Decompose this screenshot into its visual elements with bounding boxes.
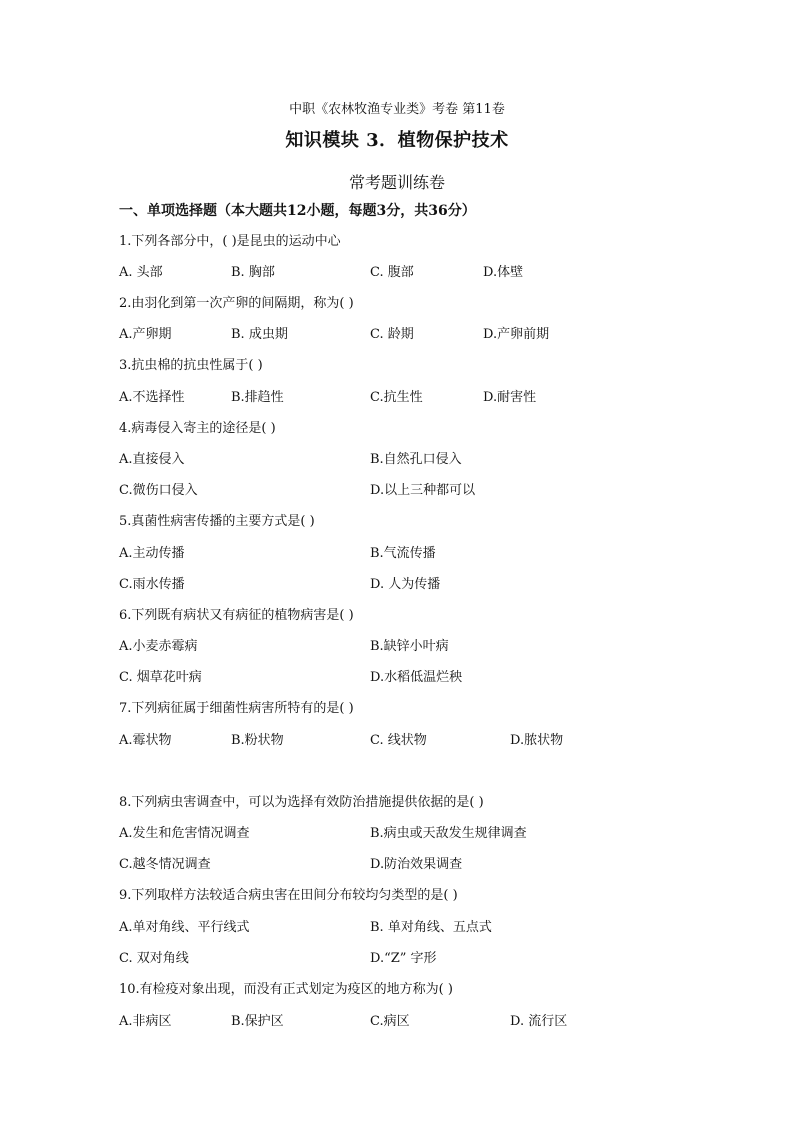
question-10-option-a: A.非病区: [119, 1014, 172, 1029]
question-7-option-a: A.霉状物: [119, 733, 172, 748]
question-2-option-b: B. 成虫期: [231, 327, 288, 342]
question-8-stem: 8.下列病虫害调查中，可以为选择有效防治措施提供依据的是( ): [119, 795, 484, 810]
question-8-option-d: D.防治效果调查: [370, 857, 463, 872]
exam-header: 中职《农林牧渔专业类》考卷 第11卷: [289, 102, 505, 117]
question-3-option-c: C.抗生性: [370, 390, 423, 405]
section-heading: 一、单项选择题（本大题共12小题，每题3分，共36分）: [119, 203, 476, 219]
question-4-option-c: C.微伤口侵入: [119, 483, 198, 498]
question-9-option-d: D.“Z” 字形: [370, 951, 437, 966]
question-1-option-a: A. 头部: [119, 265, 163, 280]
question-7-option-c: C. 线状物: [370, 733, 427, 748]
question-5-option-d: D. 人为传播: [370, 577, 441, 592]
page-title: 知识模块 3．植物保护技术: [285, 130, 509, 151]
question-1-option-b: B. 胸部: [231, 265, 275, 280]
question-2-option-d: D.产卵前期: [483, 327, 550, 342]
question-7-option-d: D.脓状物: [510, 733, 564, 748]
question-6-option-b: B.缺锌小叶病: [370, 639, 449, 654]
question-3-option-d: D.耐害性: [483, 390, 537, 405]
question-6-option-a: A.小麦赤霉病: [119, 639, 198, 654]
question-2-stem: 2.由羽化到第一次产卵的间隔期，称为( ): [119, 296, 354, 311]
question-1-option-d: D.体壁: [483, 265, 524, 280]
question-6-option-d: D.水稻低温烂秧: [370, 670, 463, 685]
question-10-stem: 10.有检疫对象出现，而没有正式划定为疫区的地方称为( ): [119, 982, 453, 997]
question-5-stem: 5.真菌性病害传播的主要方式是( ): [119, 514, 315, 529]
question-4-option-b: B.自然孔口侵入: [370, 452, 462, 467]
question-5-option-a: A.主动传播: [119, 546, 185, 561]
question-2-option-a: A.产卵期: [119, 327, 172, 342]
question-8-option-a: A.发生和危害情况调查: [119, 826, 250, 841]
question-10-option-b: B.保护区: [231, 1014, 284, 1029]
question-6-stem: 6.下列既有病状又有病征的植物病害是( ): [119, 608, 354, 623]
question-7-stem: 7.下列病征属于细菌性病害所特有的是( ): [119, 701, 354, 716]
question-4-option-a: A.直接侵入: [119, 452, 185, 467]
question-9-option-a: A.单对角线、平行线式: [119, 920, 250, 935]
question-9-stem: 9.下列取样方法较适合病虫害在田间分布较均匀类型的是( ): [119, 888, 458, 903]
question-1-option-c: C. 腹部: [370, 265, 414, 280]
question-2-option-c: C. 龄期: [370, 327, 414, 342]
question-10-option-c: C.病区: [370, 1014, 410, 1029]
question-7-option-b: B.粉状物: [231, 733, 284, 748]
question-9-option-b: B. 单对角线、五点式: [370, 920, 492, 935]
question-10-option-d: D. 流行区: [510, 1014, 568, 1029]
question-1-stem: 1.下列各部分中，( )是昆虫的运动中心: [119, 234, 341, 249]
page-subtitle: 常考题训练卷: [348, 173, 445, 192]
question-3-stem: 3.抗虫棉的抗虫性属于( ): [119, 358, 263, 373]
question-3-option-a: A.不选择性: [119, 390, 185, 405]
question-5-option-b: B.气流传播: [370, 546, 436, 561]
question-3-option-b: B.排趋性: [231, 390, 284, 405]
question-8-option-c: C.越冬情况调查: [119, 857, 211, 872]
question-8-option-b: B.病虫或天敌发生规律调查: [370, 826, 527, 841]
question-4-stem: 4.病毒侵入寄主的途径是( ): [119, 421, 276, 436]
question-9-option-c: C. 双对角线: [119, 951, 189, 966]
question-6-option-c: C. 烟草花叶病: [119, 670, 202, 685]
question-4-option-d: D.以上三种都可以: [370, 483, 476, 498]
question-5-option-c: C.雨水传播: [119, 577, 185, 592]
